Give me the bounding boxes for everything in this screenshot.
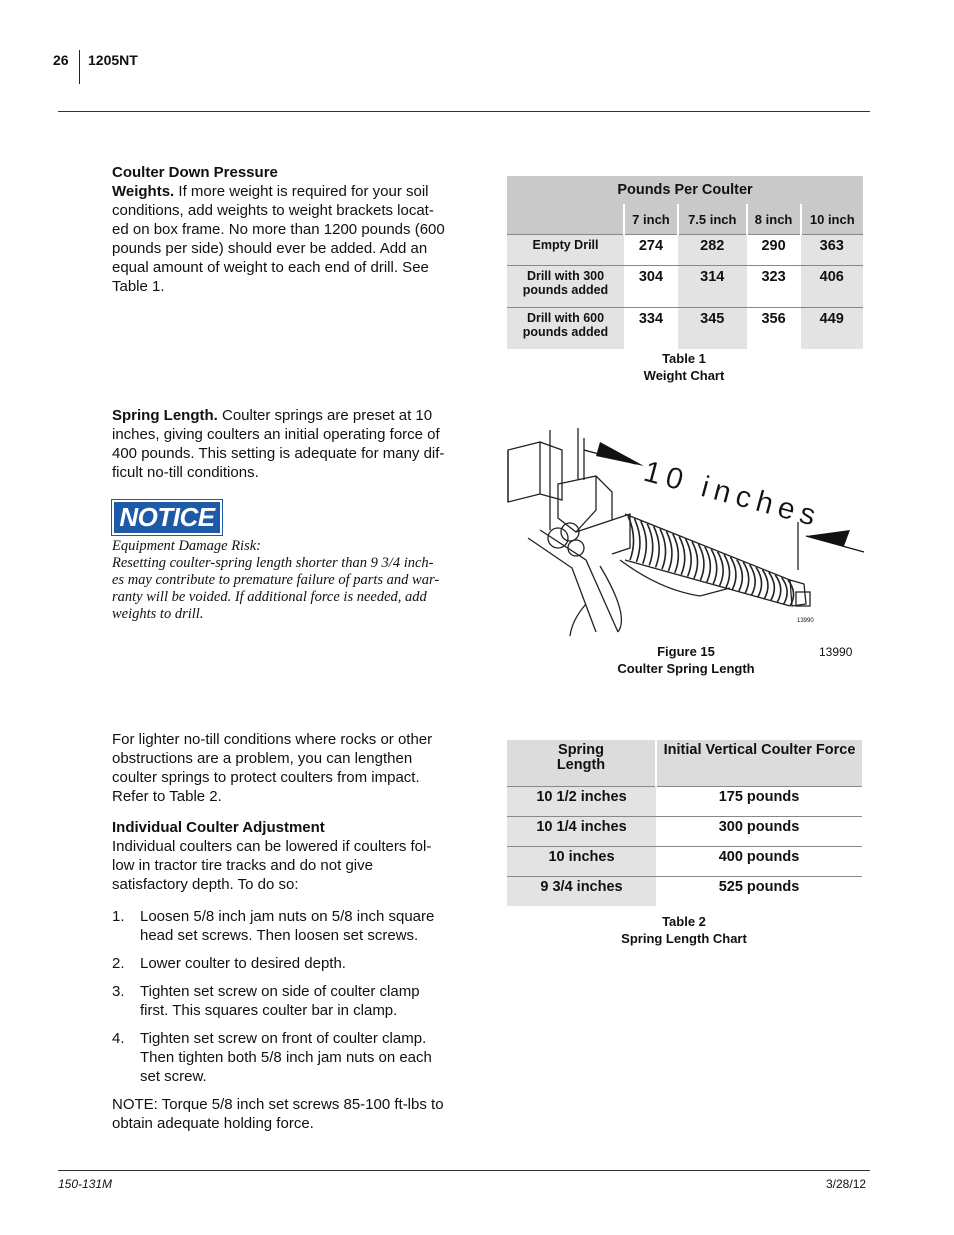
spring-coil — [660, 529, 666, 569]
table1-cell: 282 — [678, 235, 747, 266]
caption-line: Table 2 — [662, 914, 706, 929]
spring-coil — [718, 552, 724, 586]
notice-risk-title: Equipment Damage Risk: — [112, 538, 261, 554]
table2-cell: 175 pounds — [656, 787, 862, 817]
spring-coil — [750, 565, 756, 595]
step-1 — [112, 907, 460, 945]
figure-id: 13990 — [819, 645, 853, 659]
weights-line: If more weight is required for your soil — [174, 183, 429, 200]
step-3 — [112, 982, 460, 1020]
model-title: 1205NT — [88, 52, 138, 68]
table2-caption — [584, 913, 784, 947]
table1-col-header: 10 inch — [801, 204, 863, 235]
individual-section — [112, 818, 457, 894]
figure15-caption — [586, 643, 786, 677]
spring-paragraph — [112, 406, 457, 482]
notice-line: weights to drill. — [112, 606, 204, 622]
weights-paragraph — [112, 182, 457, 296]
spring-coil — [654, 526, 660, 567]
notice-line: ranty will be voided. If additional force is needed, add — [112, 589, 427, 605]
step-number: 4. — [112, 1030, 125, 1047]
weights-section — [112, 163, 457, 296]
weights-line: conditions, add weights to weight brackets locat- — [112, 202, 434, 219]
weights-line: pounds per side) should ever be added. Add an — [112, 240, 428, 257]
spring-line: inches, giving coulters an initial operating force of — [112, 426, 440, 443]
notice-line: Resetting coulter-spring length shorter than 9 3/4 inch- — [112, 555, 434, 571]
step-line: Tighten set screw on side of coulter clamp — [140, 983, 420, 1000]
table2-cell: 400 pounds — [656, 847, 862, 877]
note-line: obtain adequate holding force. — [112, 1115, 314, 1132]
table2-cell: 10 1/4 inches — [507, 817, 656, 847]
spring-coil — [647, 524, 653, 566]
step-line: Then tighten both 5/8 inch jam nuts on each — [140, 1049, 432, 1066]
table1-row-label — [507, 235, 624, 266]
table1-col-header: 7.5 inch — [678, 204, 747, 235]
spring-coil — [634, 519, 640, 562]
table2-col-header — [656, 740, 862, 787]
weight-chart-table — [507, 176, 863, 349]
individual-line: satisfactory depth. To do so: — [112, 876, 299, 893]
table1-cell: 449 — [801, 308, 863, 350]
table-row — [507, 817, 862, 847]
step-line: Tighten set screw on front of coulter clamp. — [140, 1030, 427, 1047]
table1-cell: 406 — [801, 266, 863, 308]
table1-cell: 334 — [624, 308, 678, 350]
step-line: Lower coulter to desired depth. — [140, 955, 346, 972]
spring-line: ficult no-till conditions. — [112, 464, 259, 481]
table1-cell: 290 — [747, 235, 801, 266]
spring-coil — [711, 549, 717, 584]
dimension-label: 10 inches — [640, 454, 825, 534]
coulter-spring-illustration — [500, 420, 870, 640]
caption-line: Weight Chart — [643, 368, 725, 383]
table-row — [507, 266, 863, 308]
spring-coil — [737, 560, 743, 592]
spring-coil — [673, 534, 679, 573]
caption-line: Figure 15 — [657, 644, 715, 659]
spring-line: 400 pounds. This setting is adequate for many dif- — [112, 445, 445, 462]
spring-coil — [775, 575, 781, 602]
lighter-line: Refer to Table 2. — [112, 788, 222, 805]
notice-badge-label: NOTICE — [114, 502, 220, 533]
table1-col-header: 8 inch — [747, 204, 801, 235]
spring-coil — [679, 536, 685, 574]
step-line: head set screws. Then loosen set screws. — [140, 927, 419, 944]
spring-line: Coulter springs are preset at 10 — [217, 407, 433, 424]
table2-cell: 10 1/2 inches — [507, 787, 656, 817]
spring-label: Spring Length. — [112, 407, 218, 424]
individual-line: Individual coulters can be lowered if coulters fol- — [112, 838, 432, 855]
table-row — [507, 308, 863, 350]
table2-cell: 300 pounds — [656, 817, 862, 847]
spring-coil — [641, 521, 647, 564]
section-heading: Coulter Down Pressure — [112, 164, 278, 181]
table1-row-label — [507, 266, 624, 308]
lighter-line: coulter springs to protect coulters from impact. — [112, 769, 420, 786]
lighter-line: For lighter no-till conditions where rocks or other — [112, 731, 433, 748]
notice-line: es may contribute to premature failure of parts and war- — [112, 572, 440, 588]
table2-cell: 525 pounds — [656, 877, 862, 907]
table1-cell: 314 — [678, 266, 747, 308]
notice-text — [112, 538, 457, 623]
table-row — [507, 235, 863, 266]
table1-row-label — [507, 308, 624, 350]
header-line: Spring — [558, 742, 604, 758]
header-line: Length — [556, 757, 606, 773]
table1-cell: 356 — [747, 308, 801, 350]
caption-line: Table 1 — [662, 351, 706, 366]
step-number: 3. — [112, 983, 125, 1000]
caption-line: Coulter Spring Length — [617, 661, 755, 676]
spring-coil — [782, 577, 788, 604]
row-label-line: Drill with 600 — [526, 311, 605, 325]
table1-caption — [584, 350, 784, 384]
table1-col-header: 7 inch — [624, 204, 678, 235]
table1-cell: 363 — [801, 235, 863, 266]
spring-coil — [692, 542, 698, 579]
spring-coil — [762, 570, 768, 599]
table1-cell: 304 — [624, 266, 678, 308]
notice-badge — [111, 499, 223, 536]
caption-line: Spring Length Chart — [621, 931, 747, 946]
table-row — [507, 787, 862, 817]
doc-number: 150-131M — [58, 1177, 113, 1191]
weights-line: Table 1. — [112, 278, 165, 295]
table-row — [507, 877, 862, 907]
spring-coil — [628, 516, 634, 560]
table1-title: Pounds Per Coulter — [507, 176, 863, 204]
individual-line: low in tractor tire tracks and do not give — [112, 857, 373, 874]
revision-date: 3/28/12 — [826, 1177, 867, 1191]
note-line: NOTE: Torque 5/8 inch set screws 85-100 ft-lbs to — [112, 1096, 444, 1113]
header-divider — [79, 50, 80, 84]
spring-coil — [756, 567, 762, 597]
step-4 — [112, 1029, 460, 1086]
spring-coil — [724, 554, 730, 587]
spring-coil — [686, 539, 692, 577]
weights-label: Weights. — [112, 183, 175, 200]
header-line: Initial Vertical Coulter Force — [663, 742, 856, 758]
spring-coil — [730, 557, 736, 589]
spring-coil — [743, 562, 749, 593]
row-label-line: Drill with 300 — [526, 269, 605, 283]
page-number: 26 — [53, 52, 69, 68]
row-label-line: Empty Drill — [532, 238, 599, 252]
table2-cell: 10 inches — [507, 847, 656, 877]
weights-line: ed on box frame. No more than 1200 pounds (600 — [112, 221, 445, 238]
table2-cell: 9 3/4 inches — [507, 877, 656, 907]
header-rule — [58, 111, 870, 112]
table1-cell: 345 — [678, 308, 747, 350]
step-number: 1. — [112, 908, 125, 925]
table2-col-header — [507, 740, 656, 787]
spring-length-table — [507, 740, 862, 906]
spring-coil — [698, 544, 704, 580]
step-line: Loosen 5/8 inch jam nuts on 5/8 inch square — [140, 908, 435, 925]
step-number: 2. — [112, 955, 125, 972]
row-label-line: pounds added — [522, 325, 609, 339]
table1-cell: 274 — [624, 235, 678, 266]
table1-corner — [507, 204, 624, 235]
weights-line: equal amount of weight to each end of drill. See — [112, 259, 429, 276]
table1-cell: 323 — [747, 266, 801, 308]
torque-note — [112, 1095, 457, 1133]
spring-coil — [769, 572, 775, 600]
step-line: set screw. — [140, 1068, 207, 1085]
step-line: first. This squares coulter bar in clamp. — [140, 1002, 398, 1019]
lighter-paragraph — [112, 730, 457, 806]
row-label-line: pounds added — [522, 283, 609, 297]
small-figure-id: 13990 — [797, 618, 814, 624]
lighter-line: obstructions are a problem, you can lengthen — [112, 750, 413, 767]
spring-coil — [666, 531, 672, 571]
individual-heading: Individual Coulter Adjustment — [112, 819, 325, 836]
table-row — [507, 847, 862, 877]
spring-coil — [705, 547, 711, 582]
step-2 — [112, 954, 460, 973]
footer-rule — [58, 1170, 870, 1171]
